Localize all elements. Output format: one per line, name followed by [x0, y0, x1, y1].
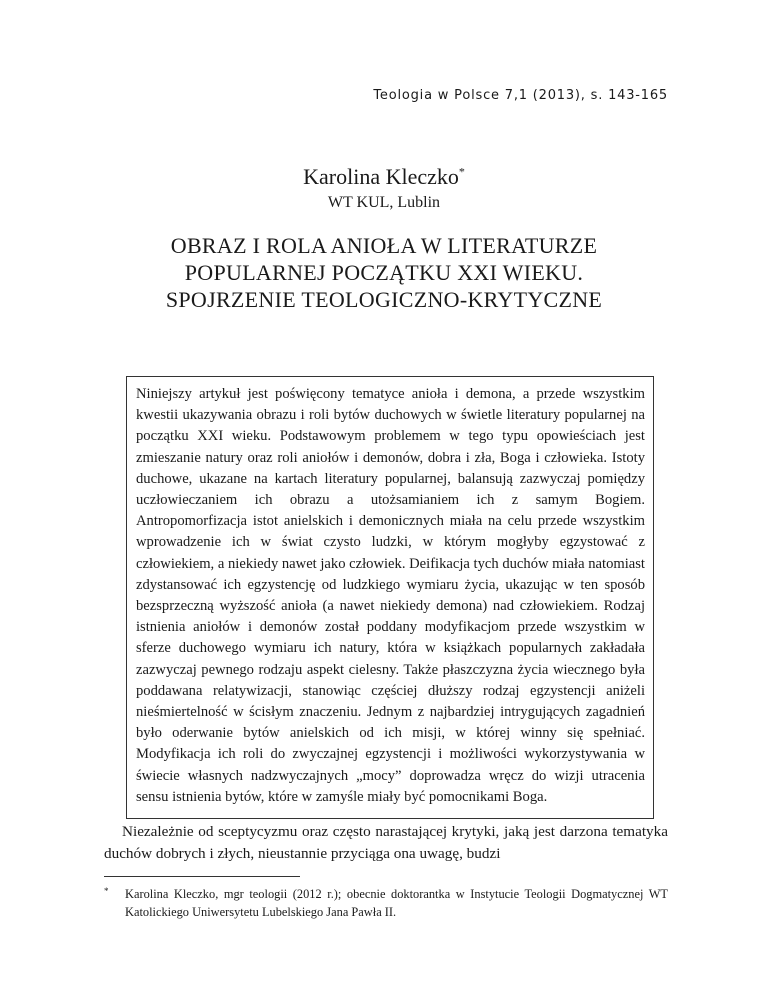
footnote-mark: * [104, 886, 109, 896]
article-title [0, 232, 768, 313]
title-line-1: OBRAZ I ROLA ANIOŁA W LITERATURZE [170, 233, 598, 258]
footnote-text: Karolina Kleczko, mgr teologii (2012 r.); obecnie doktorantka w Instytucie Teologii Dogmatycznej WT Katolickiego Uniwersytetu Lubelskiego Jana Pawła II. [125, 887, 668, 919]
journal-reference: Teologia w Polsce 7,1 (2013), s. 143-165 [373, 88, 668, 103]
footnote-divider [104, 876, 300, 877]
title-line-2: POPULARNEJ POCZĄTKU XXI WIEKU. [184, 260, 584, 285]
author-line [0, 164, 768, 190]
body-paragraph: Niezależnie od sceptycyzmu oraz często narastającej krytyki, jaką jest darzona tematyka duchów dobrych i złych, nieustannie przyciąga ona uwagę, budzi [104, 823, 668, 862]
author-block [0, 164, 768, 214]
footnote [104, 885, 668, 921]
author-footnote-mark: * [458, 164, 465, 179]
author-affiliation: WT KUL, Lublin [327, 194, 441, 211]
author-name: Karolina Kleczko [303, 164, 459, 189]
title-line-3: SPOJRZENIE TEOLOGICZNO-KRYTYCZNE [165, 287, 603, 312]
abstract-box: Niniejszy artykuł jest poświęcony tematyce anioła i demona, a przede wszystkim kwestii ukazywania obrazu i roli bytów duchowych w świetle literatury popularnej na początku XXI wieku. Podstawowym problemem w tego typu opowieściach jest zmieszanie natury oraz roli aniołów i demonów, dobra i zła, Boga i człowieka. Istoty duchowe, ukazane na kartach literatury popularnej, balansują zazwyczaj pomiędzy uczłowieczaniem ich obrazu a utożsamianiem ich z samym Bogiem. Antropomorfizacja istot anielskich i demonicznych miała na celu przede wszystkim wprowadzenie ich w świat czysto ludzki, w którym mogłyby egzystować z człowiekiem, a niekiedy nawet jako człowiek. Deifikacja tych duchów miała natomiast zdystansować ich egzystencję od ludzkiego wymiaru życia, ukazując w ten sposób bezsprzeczną wyższość anioła (a nawet niekiedy demona) nad człowiekiem. Rodzaj istnienia aniołów i demonów został poddany modyfikacjom przede wszystkim w sferze duchowego wymiaru ich natury, która w książkach popularnych zakładała zazwyczaj pewnego rodzaju aspekt cielesny. Także płaszczyzna życia wiecznego była poddawana relatywizacji, stanowiąc częściej dłuższy rodzaj egzystencji aniżeli nieśmiertelność w ścisłym znaczeniu. Jednym z najbardziej intrygujących zagadnień było oderwanie bytów anielskich od ich misji, w której winny się spełniać. Modyfikacja ich roli do zwyczajnej egzystencji i możliwości wykorzystywania w świecie własnych nadzwyczajnych „mocy” doprowadza wręcz do wizji utracenia sensu istnienia bytów, które w zamyśle miały być pomocnikami Boga. [126, 376, 654, 819]
